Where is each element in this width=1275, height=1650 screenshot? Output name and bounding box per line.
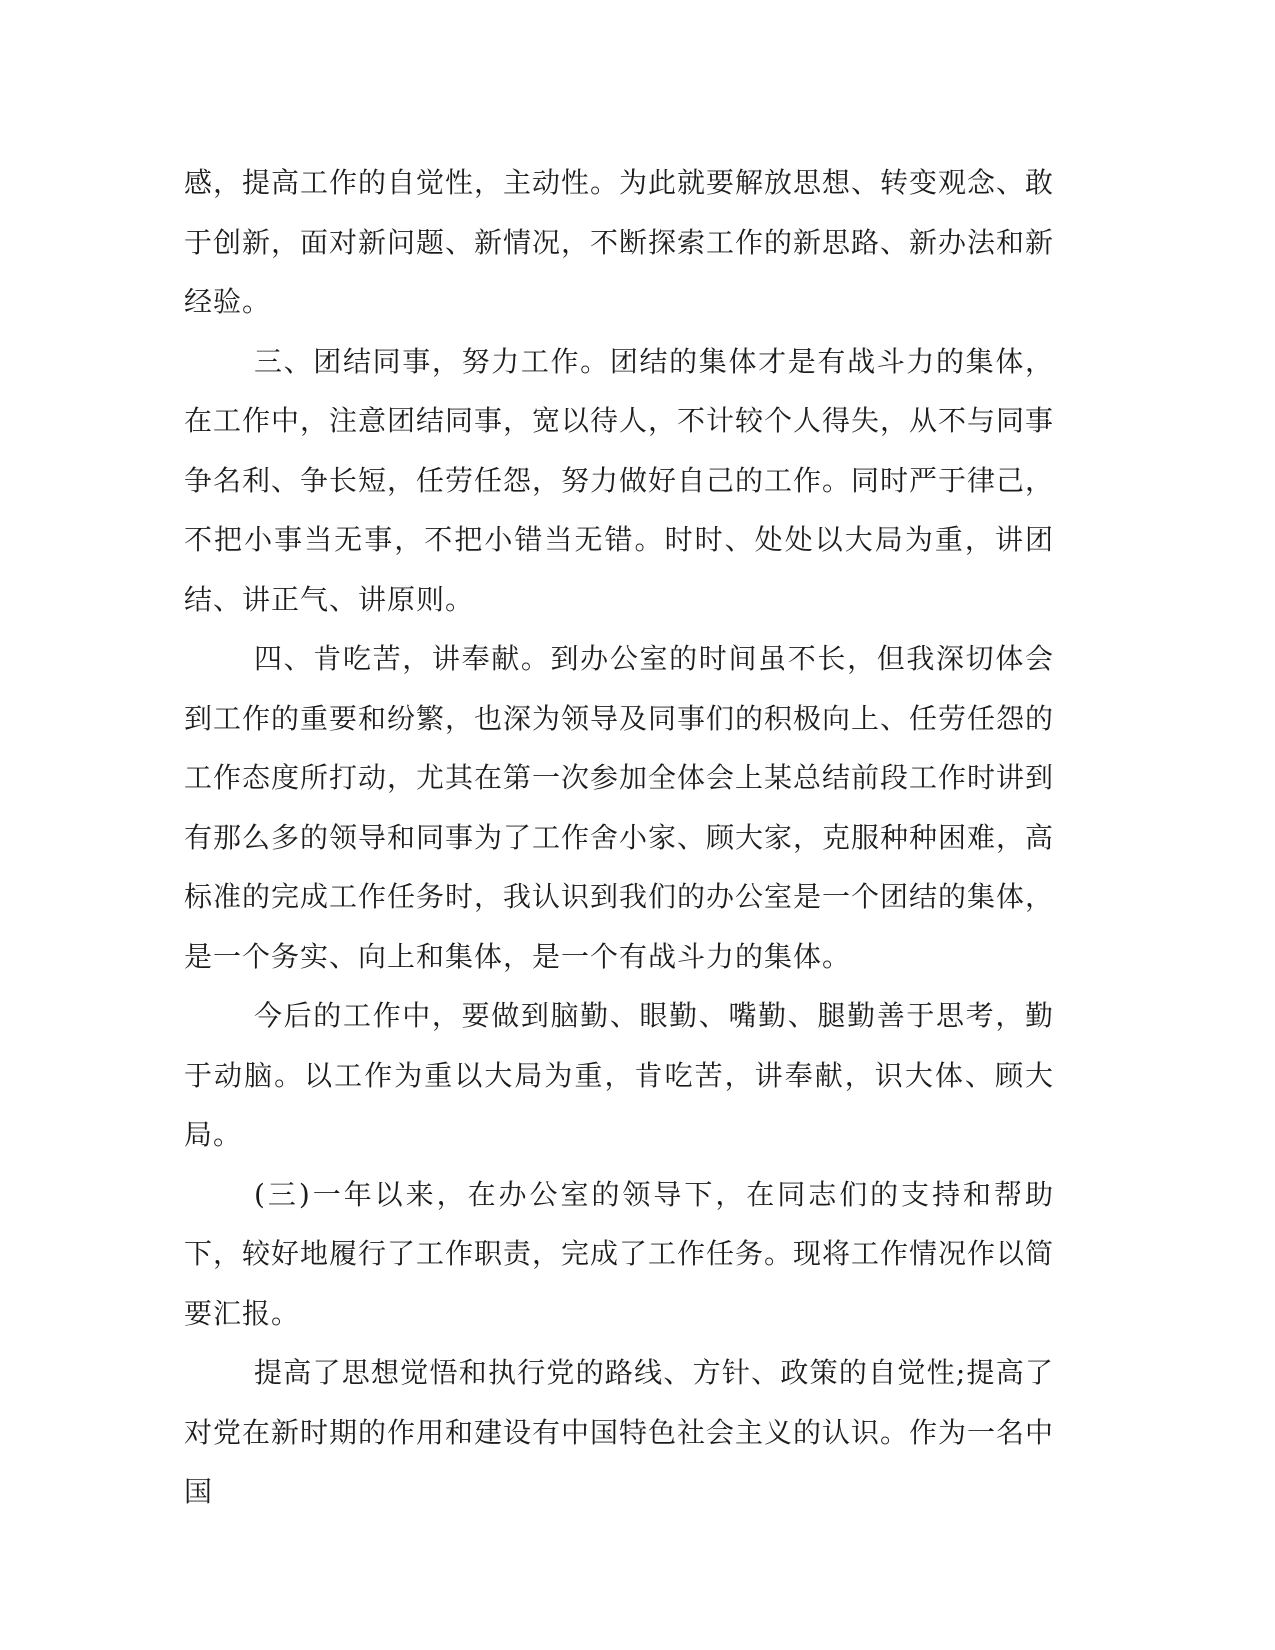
paragraph-dedication: 四、肯吃苦，讲奉献。到办公室的时间虽不长，但我深切体会到工作的重要和纷繁，也深为领导及同事们的积极向上、任劳任怨的工作态度所打动，尤其在第一次参加全体会上某总结前段工作时讲到有那么多的领导和同事为了工作舍小家、顾大家，克服种种困难，高标准的完成工作任务时，我认识到我们的办公室是一个团结的集体，是一个务实、向上和集体，是一个有战斗力的集体。 bbox=[184, 642, 1055, 973]
paragraph-awareness: 提高了思想觉悟和执行党的路线、方针、政策的自觉性;提高了对党在新时期的作用和建设有中国特色社会主义的认识。作为一名中国 bbox=[184, 1356, 1055, 1508]
paragraph-continuation: 感，提高工作的自觉性，主动性。为此就要解放思想、转变观念、敢于创新，面对新问题、新情况，不断探索工作的新思路、新办法和新经验。 bbox=[184, 166, 1055, 318]
paragraph-future-work: 今后的工作中，要做到脑勤、眼勤、嘴勤、腿勤善于思考，勤于动脑。以工作为重以大局为重，肯吃苦，讲奉献，识大体、顾大局。 bbox=[184, 999, 1054, 1151]
paragraph-section-three: (三)一年以来，在办公室的领导下，在同志们的支持和帮助下，较好地履行了工作职责，完成了工作任务。现将工作情况作以简要汇报。 bbox=[184, 1177, 1055, 1330]
paragraph-unity: 三、团结同事，努力工作。团结的集体才是有战斗力的集体，在工作中，注意团结同事，宽以待人，不计较个人得失，从不与同事争名利、争长短，任劳任怨，努力做好自己的工作。同时严于律己，不把小事当无事，不把小错当无错。时时、处处以大局为重，讲团结、讲正气、讲原则。 bbox=[184, 344, 1055, 616]
document-body bbox=[184, 153, 1054, 1522]
